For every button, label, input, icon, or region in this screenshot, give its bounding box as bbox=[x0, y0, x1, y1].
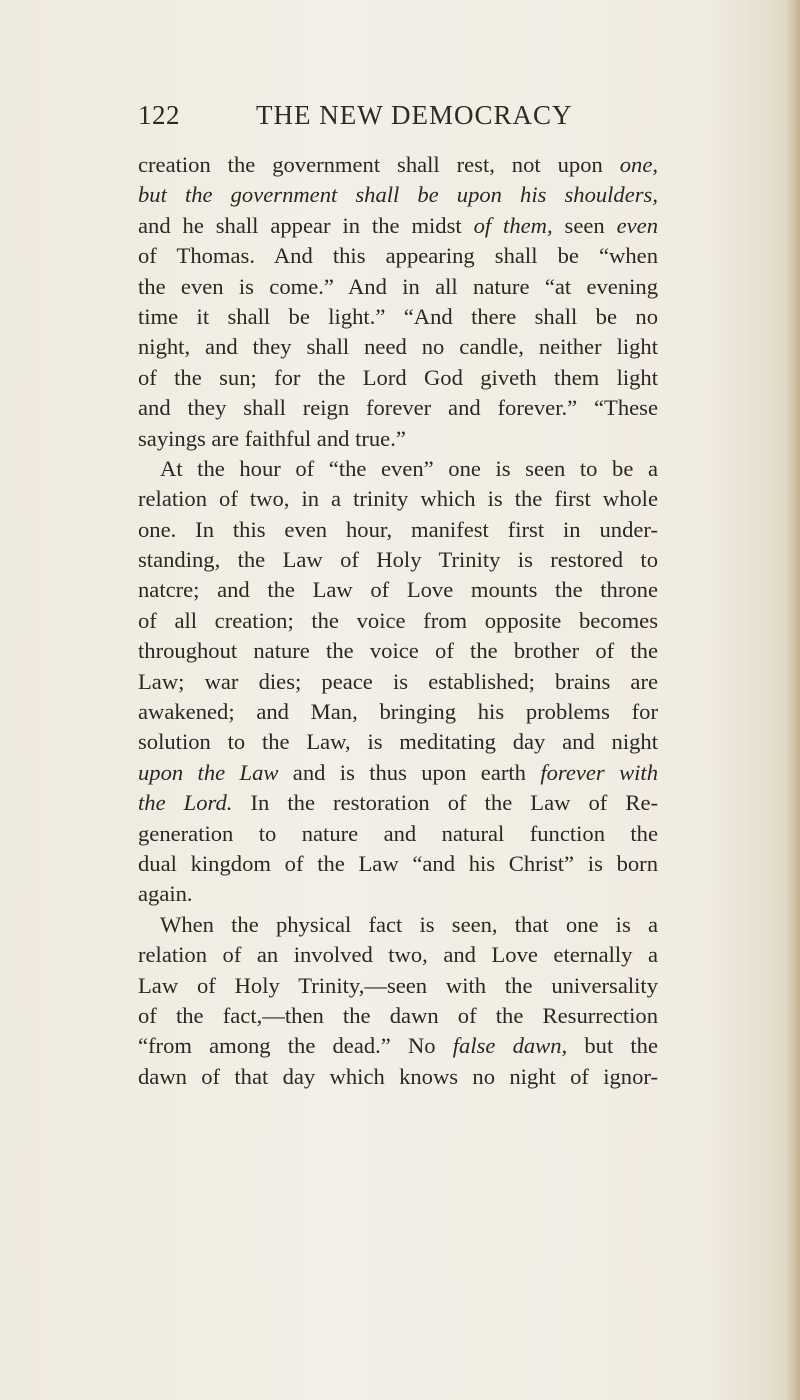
text-line bbox=[138, 211, 658, 241]
text-segment: “from among the dead.” No bbox=[138, 1033, 453, 1059]
text-segment: time it shall be light.” “And there shall be no bbox=[138, 303, 658, 329]
text-segment: creation the government shall rest, not upon bbox=[138, 152, 620, 177]
text-line bbox=[138, 363, 658, 393]
text-segment: Law; war dies; peace is established; brains are bbox=[138, 668, 658, 694]
page-header bbox=[138, 100, 658, 144]
text-segment: of the fact,—then the dawn of the Resurrection bbox=[138, 1002, 658, 1028]
text-line bbox=[138, 272, 658, 302]
italic-text: but the government shall be upon his shoulders, bbox=[138, 182, 658, 208]
text-segment: but the bbox=[567, 1033, 658, 1059]
text-line bbox=[138, 879, 658, 909]
text-line bbox=[138, 302, 658, 332]
italic-text: the Lord. bbox=[138, 790, 233, 816]
text-segment: Law of Holy Trinity,—seen with the universality bbox=[138, 972, 658, 998]
italic-text: false dawn, bbox=[452, 1033, 568, 1059]
text-line bbox=[138, 788, 658, 818]
text-line bbox=[138, 332, 658, 362]
text-line bbox=[138, 940, 658, 970]
text-line bbox=[138, 849, 658, 879]
text-line bbox=[138, 454, 658, 484]
text-line bbox=[138, 971, 658, 1001]
text-segment: solution to the Law, is meditating day and night bbox=[138, 729, 658, 755]
text-line bbox=[138, 424, 658, 454]
text-line bbox=[138, 1062, 658, 1092]
text-segment: of all creation; the voice from opposite becomes bbox=[138, 607, 658, 633]
text-line bbox=[138, 606, 658, 636]
text-line bbox=[138, 697, 658, 727]
text-line bbox=[138, 575, 658, 605]
text-segment: of the sun; for the Lord God giveth them light bbox=[138, 364, 658, 390]
text-line bbox=[138, 545, 658, 575]
text-line bbox=[138, 484, 658, 514]
text-segment: standing, the Law of Holy Trinity is restored to bbox=[138, 547, 658, 573]
page-number: 122 bbox=[138, 100, 180, 130]
text-segment: sayings are faithful and true.” bbox=[138, 425, 406, 451]
text-segment: and they shall reign forever and forever.” “These bbox=[138, 395, 658, 421]
text-line bbox=[138, 393, 658, 423]
text-segment: night, and they shall need no candle, neither light bbox=[138, 334, 658, 360]
text-line bbox=[138, 819, 658, 849]
text-segment: When the physical fact is seen, that one is a bbox=[160, 911, 658, 937]
body-text bbox=[138, 150, 658, 1092]
text-line bbox=[138, 241, 658, 271]
text-line bbox=[138, 636, 658, 666]
text-segment: awakened; and Man, bringing his problems for bbox=[138, 699, 658, 725]
text-line bbox=[138, 727, 658, 757]
italic-text: one, bbox=[619, 152, 658, 177]
text-line bbox=[138, 515, 658, 545]
text-line bbox=[138, 180, 658, 210]
running-title: THE NEW DEMOCRACY bbox=[256, 100, 573, 130]
italic-text: of them, bbox=[473, 212, 553, 238]
text-segment: and he shall appear in the midst bbox=[138, 212, 474, 238]
italic-text: upon the Law bbox=[138, 759, 279, 785]
text-segment: generation to nature and natural function the bbox=[138, 820, 658, 846]
italic-text: forever with bbox=[540, 759, 658, 785]
page-edge-shadow bbox=[786, 0, 800, 1400]
text-line bbox=[138, 667, 658, 697]
text-line bbox=[138, 150, 658, 180]
text-segment: and is thus upon earth bbox=[278, 759, 541, 785]
text-segment: again. bbox=[138, 881, 193, 907]
text-segment: dawn of that day which knows no night of ignor- bbox=[138, 1063, 658, 1089]
text-segment: seen bbox=[552, 212, 617, 238]
text-segment: relation of an involved two, and Love eternally a bbox=[138, 942, 658, 968]
text-line bbox=[138, 758, 658, 788]
text-segment: dual kingdom of the Law “and his Christ” is born bbox=[138, 850, 658, 876]
text-segment: At the hour of “the even” one is seen to be a bbox=[160, 455, 658, 481]
text-line bbox=[138, 1031, 658, 1061]
text-segment: the even is come.” And in all nature “at evening bbox=[138, 273, 658, 299]
text-segment: of Thomas. And this appearing shall be “when bbox=[138, 243, 658, 269]
text-segment: throughout nature the voice of the brother of the bbox=[138, 638, 658, 664]
text-line bbox=[138, 1001, 658, 1031]
text-segment: In the restoration of the Law of Re- bbox=[232, 790, 658, 816]
text-segment: one. In this even hour, manifest first in under- bbox=[138, 516, 658, 542]
italic-text: even bbox=[616, 212, 658, 238]
text-segment: relation of two, in a trinity which is the first whole bbox=[138, 486, 658, 512]
text-segment: natcre; and the Law of Love mounts the throne bbox=[138, 577, 658, 603]
text-line bbox=[138, 910, 658, 940]
